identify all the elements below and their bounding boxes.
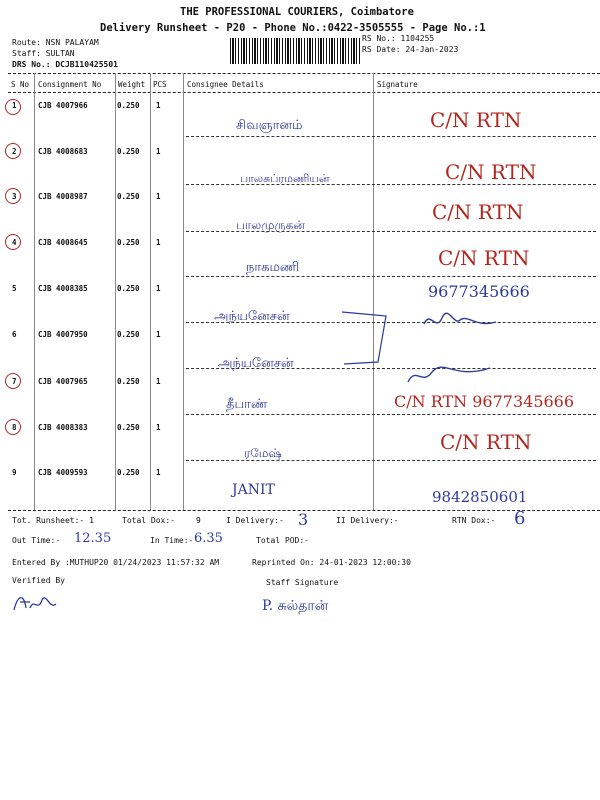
row-consignee-name: தீபாண்	[226, 397, 268, 412]
col-header-sno: S No	[11, 80, 30, 89]
row-signature: C/N RTN 9677345666	[394, 392, 575, 411]
row-weight: 0.250	[117, 423, 140, 432]
runsheet-subtitle: Delivery Runsheet - P20 - Phone No.:0422-3505555 - Page No.:1	[100, 22, 486, 34]
row-consignment: CJB 4007966	[38, 101, 88, 110]
row-weight: 0.250	[117, 238, 140, 247]
col-header-consignment: Consignment No	[38, 80, 102, 89]
row-consignment: CJB 4009593	[38, 468, 88, 477]
bracket-mark	[340, 308, 400, 368]
row-signature: C/N RTN	[430, 108, 522, 132]
row-separator	[186, 460, 596, 461]
col-header-signature: Signature	[377, 80, 418, 89]
signature-scribble	[404, 356, 494, 390]
verified-signature	[10, 588, 60, 616]
row-sno: 2	[12, 147, 17, 156]
total-dox-value: 9	[196, 516, 201, 525]
row-sno: 6	[12, 330, 17, 339]
row-consignment: CJB 4008683	[38, 147, 88, 156]
row-pcs: 1	[156, 377, 161, 386]
row-separator	[186, 414, 596, 415]
row-signature: 9842850601	[432, 488, 528, 506]
row-consignment: CJB 4007965	[38, 377, 88, 386]
row-consignee-name: சிவஞானம்	[236, 118, 303, 133]
row-separator	[186, 136, 596, 137]
row-sno: 7	[12, 377, 17, 386]
col-header-details: Consignee Details	[187, 80, 264, 89]
row-weight: 0.250	[117, 192, 140, 201]
row-pcs: 1	[156, 147, 161, 156]
i-delivery-label: I Delivery:-	[226, 516, 284, 525]
row-weight: 0.250	[117, 377, 140, 386]
row-signature: C/N RTN	[432, 200, 524, 224]
rs-number: RS No.: 1104255	[362, 34, 435, 43]
verified-by-label: Verified By	[12, 576, 65, 585]
row-signature: C/N RTN	[438, 246, 530, 270]
row-consignment: CJB 4008645	[38, 238, 88, 247]
table-top-rule	[8, 73, 600, 74]
row-pcs: 1	[156, 423, 161, 432]
row-sno: 5	[12, 284, 17, 293]
out-time-label: Out Time:-	[12, 536, 61, 545]
table-header-rule	[8, 92, 600, 93]
rtn-dox-label: RTN Dox:-	[452, 516, 496, 525]
row-consignee-name: அந்யனேசன்	[218, 356, 294, 371]
row-consignee-name: JANIT	[232, 482, 275, 498]
row-pcs: 1	[156, 238, 161, 247]
row-pcs: 1	[156, 468, 161, 477]
total-pod-label: Total POD:-	[256, 536, 309, 545]
reprinted-on: Reprinted On: 24-01-2023 12:00:30	[252, 558, 411, 567]
route-label: Route: NSN PALAYAM	[12, 38, 99, 47]
drs-label: DRS No.: DCJB110425501	[12, 60, 118, 69]
row-consignment: CJB 4007950	[38, 330, 88, 339]
company-title: THE PROFESSIONAL COURIERS, Coimbatore	[180, 6, 414, 18]
in-time-value: 6.35	[194, 531, 223, 546]
row-separator	[186, 276, 596, 277]
signature-scribble	[420, 306, 500, 336]
row-sno: 9	[12, 468, 17, 477]
staff-signature-label: Staff Signature	[266, 578, 339, 587]
row-consignment: CJB 4008383	[38, 423, 88, 432]
row-consignment: CJB 4008987	[38, 192, 88, 201]
row-weight: 0.250	[117, 101, 140, 110]
total-runsheet: Tot. Runsheet:- 1	[12, 516, 94, 525]
row-separator	[186, 184, 596, 185]
column-divider	[150, 73, 151, 510]
col-header-pcs: PCS	[153, 80, 167, 89]
i-delivery-value: 3	[298, 510, 309, 529]
row-consignee-name: பாலமுருகன்	[236, 218, 305, 232]
row-consignee-name: நாகமணி	[246, 260, 300, 275]
row-pcs: 1	[156, 192, 161, 201]
row-separator	[186, 231, 596, 232]
rs-date: RS Date: 24-Jan-2023	[362, 45, 459, 54]
staff-signature-handwriting: P. சுல்தான்	[262, 598, 329, 614]
row-sno: 3	[12, 192, 17, 201]
column-divider	[115, 73, 116, 510]
entered-by: Entered By :MUTHUP20 01/24/2023 11:57:32 AM	[12, 558, 220, 567]
row-pcs: 1	[156, 330, 161, 339]
row-consignee-name: ரமேஷ்	[244, 446, 282, 460]
row-consignee-name: அந்யனேசன்	[214, 309, 290, 324]
row-sno: 8	[12, 423, 17, 432]
row-weight: 0.250	[117, 284, 140, 293]
column-divider	[183, 73, 184, 510]
row-signature: C/N RTN	[445, 160, 537, 184]
col-header-weight: Weight	[118, 80, 146, 89]
row-weight: 0.250	[117, 468, 140, 477]
row-signature: C/N RTN	[440, 430, 532, 454]
out-time-value: 12.35	[74, 531, 112, 546]
row-signature: 9677345666	[428, 282, 530, 301]
row-consignee-name: பாலசுப்ரமணியன்	[240, 172, 330, 185]
rtn-dox-value: 6	[514, 508, 526, 529]
row-pcs: 1	[156, 101, 161, 110]
total-dox-label: Total Dox:-	[122, 516, 175, 525]
row-weight: 0.250	[117, 330, 140, 339]
row-sno: 1	[12, 101, 17, 110]
column-divider	[34, 73, 35, 510]
in-time-label: In Time:-	[150, 536, 194, 545]
row-sno: 4	[12, 238, 17, 247]
ii-delivery-label: II Delivery:-	[336, 516, 399, 525]
row-pcs: 1	[156, 284, 161, 293]
row-separator	[186, 368, 596, 369]
row-consignment: CJB 4008385	[38, 284, 88, 293]
column-divider	[373, 73, 374, 510]
row-weight: 0.250	[117, 147, 140, 156]
staff-label: Staff: SULTAN	[12, 49, 75, 58]
barcode	[230, 38, 360, 64]
